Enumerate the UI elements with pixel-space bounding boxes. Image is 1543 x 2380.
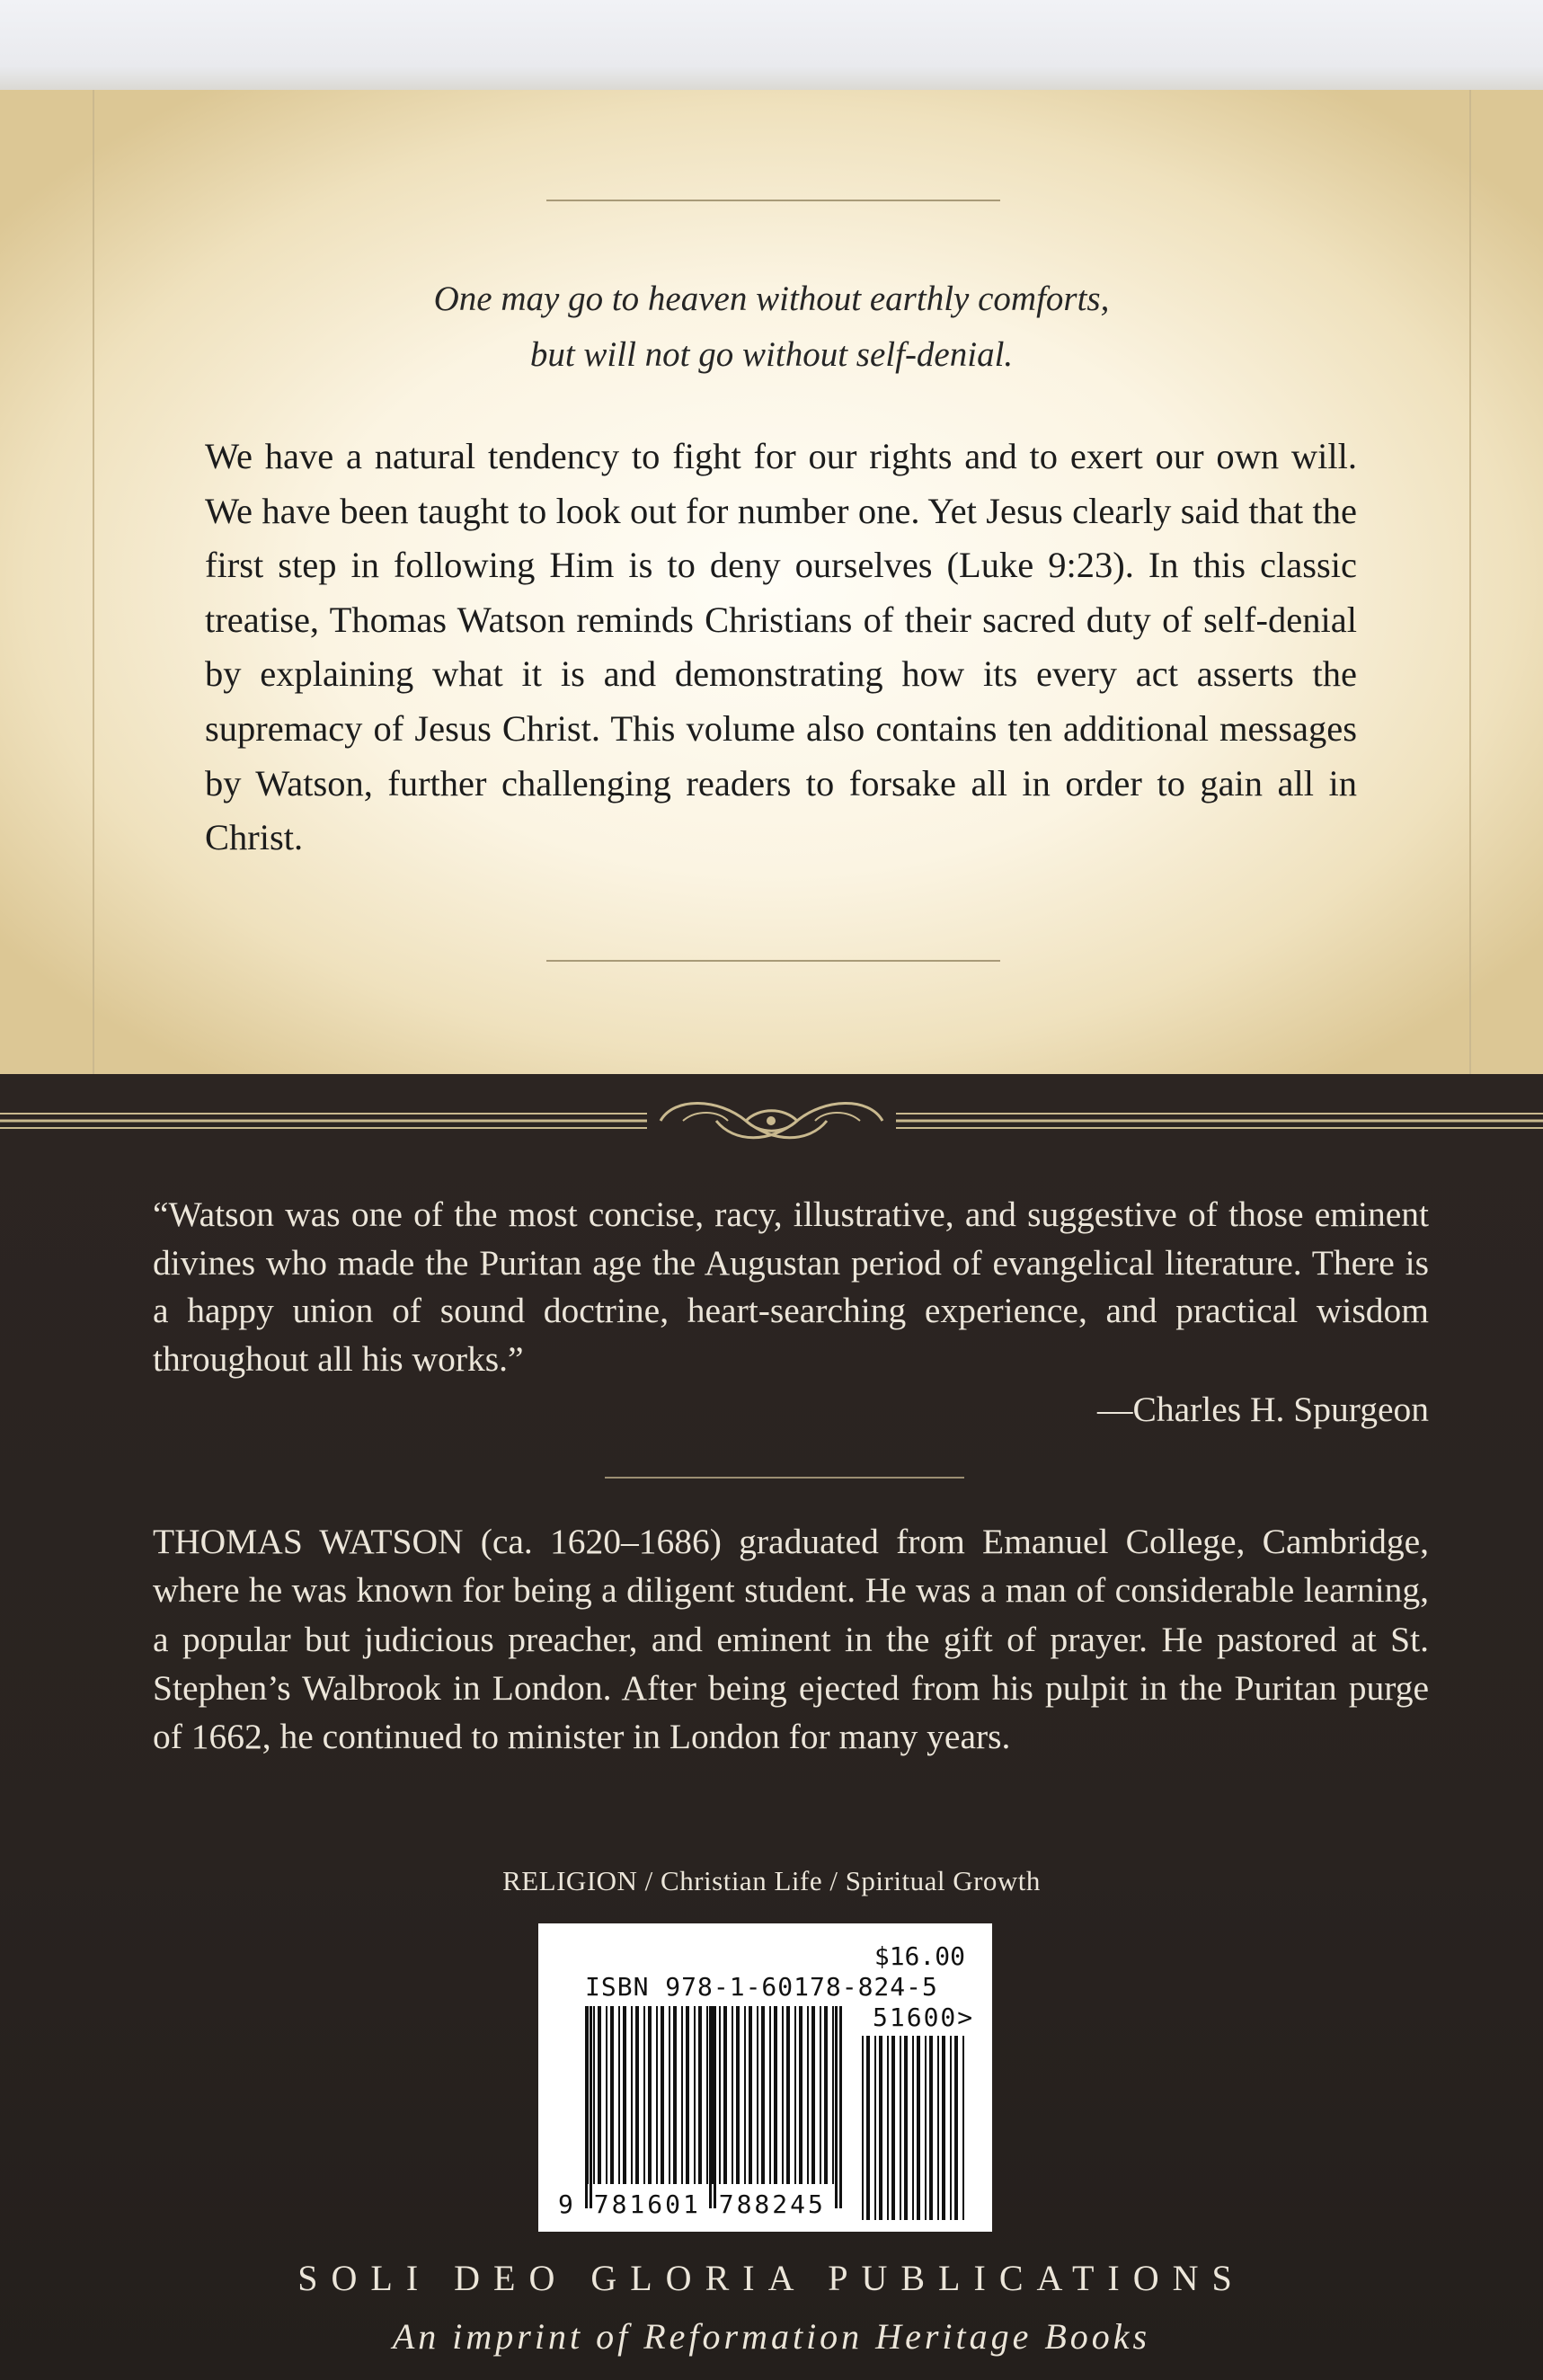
top-divider: [546, 200, 1000, 201]
book-description: [205, 430, 1357, 866]
frame-line-left: [93, 90, 94, 1074]
imprint-line: An imprint of Reformation Heritage Books: [392, 2316, 1151, 2357]
endorsement-quote: [153, 1191, 1429, 1383]
barcode-price: $16.00: [873, 1941, 965, 1971]
quote-attribution: —Charles H. Spurgeon: [1096, 1390, 1429, 1429]
barcode-box: [538, 1923, 992, 2232]
ornament-divider: [0, 1089, 1543, 1152]
description-text: We have a natural tendency to fight for our rights and to exert our own will. We have been taught to look out for number one. Yet Jesus clearly said that the first step in following Him is to deny ourselves (Luke 9:23). In this classic treatise, Thomas Watson reminds Christians of their sacred duty of self-denial by explaining what it is and demonstrating how its every act asserts the supremacy of Jesus Christ. This volume also contains ten additional messages by Watson, further challenging readers to forsake all in order to gain all in Christ.: [205, 436, 1357, 858]
epigraph: [225, 271, 1318, 383]
epigraph-line-1: One may go to heaven without earthly comforts,: [433, 280, 1110, 318]
epigraph-line-2: but will not go without self-denial.: [529, 335, 1014, 374]
frame-line-right: [1469, 90, 1471, 1074]
middle-divider: [605, 1477, 964, 1479]
barcode-addon-number: 51600>: [873, 2003, 975, 2032]
category-label: RELIGION / Christian Life / Spiritual Growth: [502, 1865, 1041, 1896]
author-bio: [153, 1517, 1429, 1761]
bottom-divider: [546, 960, 1000, 962]
barcode-main-number: 9 781601 788245: [558, 2189, 826, 2219]
quote-text: “Watson was one of the most concise, racy, illustrative, and suggestive of those eminent divines who made the Puritan age the Augustan period of evangelical literature. There is a happy union of sound doctrine, heart-searching experience, and practical wisdom throughout all his works.”: [153, 1194, 1429, 1379]
barcode-isbn: ISBN 978-1-60178-824-5: [585, 1972, 938, 2002]
scan-edge: [0, 0, 1543, 94]
author-bio-text: THOMAS WATSON (ca. 1620–1686) graduated from Emanuel College, Cambridge, where he was known for being a diligent student. He was a man of considerable learning, a popular but judicious preacher, and eminent in the gift of prayer. He pastored at St. Stephen’s Walbrook in London. After being ejected from his pulpit in the Puritan purge of 1662, he continued to minister in London for many years.: [153, 1522, 1429, 1757]
publisher-name: SOLI DEO GLORIA PUBLICATIONS: [297, 2258, 1246, 2298]
